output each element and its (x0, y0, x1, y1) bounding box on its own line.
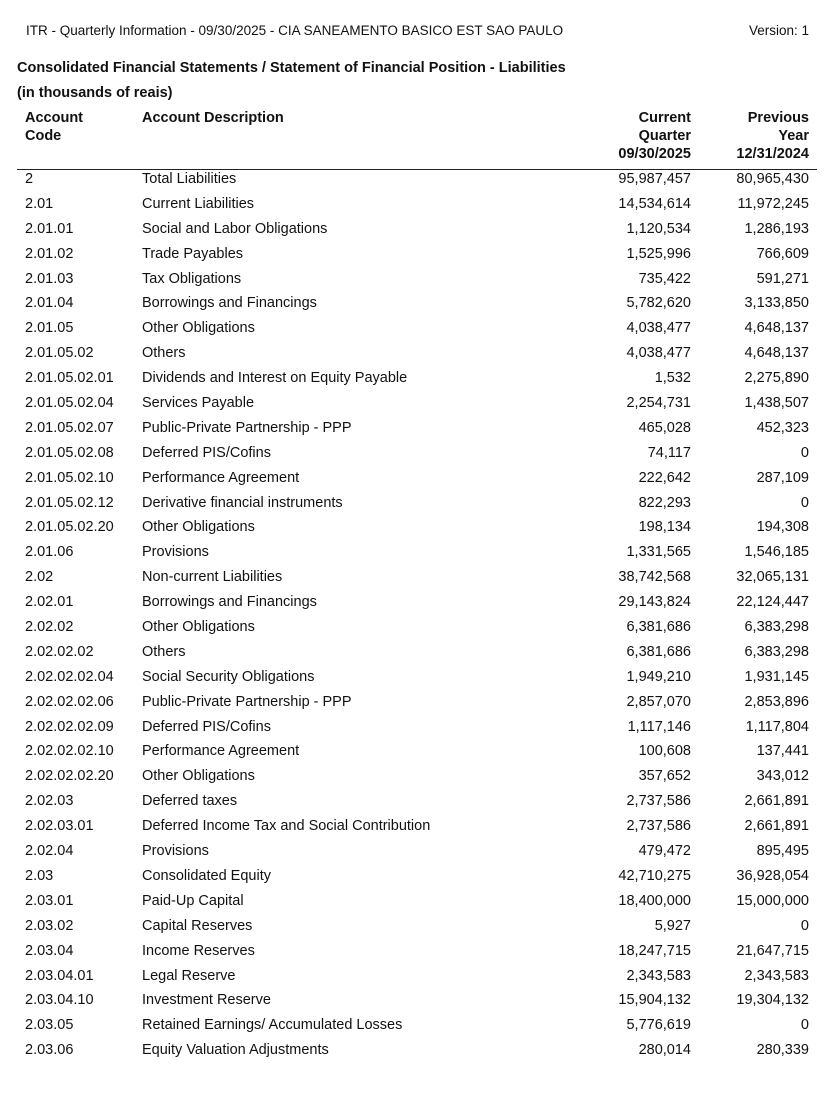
previous-year-value-cell: 4,648,137 (744, 345, 809, 362)
table-row (17, 245, 817, 270)
account-code-cell: 2.01.05.02.01 (25, 370, 114, 387)
account-code-cell: 2.03.01 (25, 892, 74, 909)
previous-year-value-cell: 0 (800, 917, 809, 934)
account-code-cell: 2.02 (25, 569, 54, 586)
currency-unit-note: (in thousands of reais) (17, 85, 173, 101)
current-quarter-value-cell: 15,904,132 (618, 992, 691, 1009)
account-description-cell: Consolidated Equity (142, 867, 271, 884)
account-description-cell: Tax Obligations (142, 270, 242, 287)
account-description-cell: Borrowings and Financings (142, 295, 317, 312)
previous-year-value-cell: 6,383,298 (744, 619, 809, 636)
account-code-cell: 2.01.05.02.08 (25, 444, 114, 461)
account-code-cell: 2.02.02.02.10 (25, 743, 114, 760)
account-description-cell: Deferred PIS/Cofins (142, 718, 271, 735)
account-description-cell: Dividends and Interest on Equity Payable (142, 370, 408, 387)
table-row (17, 967, 817, 992)
current-quarter-value-cell: 1,532 (654, 370, 691, 387)
account-code-cell: 2.02.01 (25, 594, 74, 611)
account-description-cell: Paid-Up Capital (142, 892, 244, 909)
current-quarter-value-cell: 822,293 (638, 494, 691, 511)
current-quarter-value-cell: 1,525,996 (626, 245, 691, 262)
account-code-cell: 2.02.02.02.06 (25, 693, 114, 710)
column-header-current-quarter: Current Quarter 09/30/2025 (618, 110, 691, 162)
account-description-cell: Performance Agreement (142, 743, 300, 760)
table-row (17, 369, 817, 394)
report-identifier: ITR - Quarterly Information - 09/30/2025 - CIA SANEAMENTO BASICO EST SAO PAULO (26, 23, 564, 38)
account-code-cell: 2.03.04.10 (25, 992, 94, 1009)
account-code-cell: 2.01 (25, 195, 54, 212)
previous-year-value-cell: 2,661,891 (744, 793, 809, 810)
account-code-cell: 2.01.06 (25, 544, 74, 561)
account-code-cell: 2.01.05 (25, 320, 74, 337)
account-description-cell: Public-Private Partnership - PPP (142, 419, 352, 436)
current-quarter-value-cell: 1,331,565 (626, 544, 691, 561)
current-quarter-value-cell: 5,776,619 (626, 1017, 691, 1034)
account-description-cell: Social Security Obligations (142, 668, 315, 685)
account-code-cell: 2.02.03.01 (25, 818, 94, 835)
account-code-cell: 2.02.02.02.20 (25, 768, 114, 785)
account-code-cell: 2.02.02.02.09 (25, 718, 114, 735)
account-code-cell: 2.02.02 (25, 619, 74, 636)
previous-year-value-cell: 287,109 (756, 469, 809, 486)
current-quarter-value-cell: 222,642 (638, 469, 691, 486)
account-description-cell: Investment Reserve (142, 992, 271, 1009)
account-code-cell: 2.01.05.02 (25, 345, 94, 362)
current-quarter-value-cell: 198,134 (638, 519, 691, 536)
table-row (17, 294, 817, 319)
account-code-cell: 2.01.05.02.10 (25, 469, 114, 486)
account-description-cell: Total Liabilities (142, 171, 237, 187)
previous-year-value-cell: 2,853,896 (744, 693, 809, 710)
previous-year-value-cell: 1,286,193 (744, 220, 809, 237)
account-code-cell: 2.01.04 (25, 295, 74, 312)
current-quarter-value-cell: 6,381,686 (626, 619, 691, 636)
table-row (17, 170, 817, 195)
account-code-cell: 2.03.06 (25, 1042, 74, 1059)
table-row (17, 494, 817, 519)
table-header (17, 109, 817, 170)
current-quarter-value-cell: 2,737,586 (626, 793, 691, 810)
previous-year-value-cell: 19,304,132 (736, 992, 809, 1009)
previous-year-value-cell: 0 (800, 1017, 809, 1034)
current-quarter-value-cell: 735,422 (638, 270, 691, 287)
previous-year-value-cell: 1,546,185 (744, 544, 809, 561)
account-description-cell: Other Obligations (142, 519, 255, 536)
current-quarter-value-cell: 74,117 (647, 444, 691, 461)
current-quarter-value-cell: 5,782,620 (626, 295, 691, 312)
previous-year-value-cell: 343,012 (756, 768, 809, 785)
table-row (17, 444, 817, 469)
previous-year-value-cell: 280,339 (756, 1042, 809, 1059)
table-row (17, 593, 817, 618)
current-quarter-value-cell: 2,737,586 (626, 818, 691, 835)
previous-year-value-cell: 0 (800, 494, 809, 511)
account-description-cell: Deferred taxes (142, 793, 238, 810)
table-row (17, 1016, 817, 1041)
table-row (17, 892, 817, 917)
account-description-cell: Other Obligations (142, 619, 255, 636)
previous-year-value-cell: 22,124,447 (736, 594, 809, 611)
previous-year-value-cell: 766,609 (756, 245, 809, 262)
previous-year-value-cell: 21,647,715 (736, 942, 809, 959)
previous-year-value-cell: 2,661,891 (744, 818, 809, 835)
table-row (17, 942, 817, 967)
table-row (17, 718, 817, 743)
table-row (17, 618, 817, 643)
column-header-account-code: Account Code (25, 110, 83, 144)
account-description-cell: Capital Reserves (142, 917, 253, 934)
column-header-account-description: Account Description (142, 110, 284, 126)
table-row (17, 543, 817, 568)
account-description-cell: Non-current Liabilities (142, 569, 283, 586)
account-description-cell: Borrowings and Financings (142, 594, 317, 611)
account-description-cell: Income Reserves (142, 942, 255, 959)
account-code-cell: 2.03.02 (25, 917, 74, 934)
table-row (17, 394, 817, 419)
table-row (17, 693, 817, 718)
account-description-cell: Provisions (142, 843, 209, 860)
table-row (17, 518, 817, 543)
table-row (17, 767, 817, 792)
previous-year-value-cell: 6,383,298 (744, 643, 809, 660)
current-quarter-value-cell: 100,608 (638, 743, 691, 760)
account-description-cell: Equity Valuation Adjustments (142, 1042, 329, 1059)
account-code-cell: 2.01.02 (25, 245, 74, 262)
previous-year-value-cell: 591,271 (756, 270, 809, 287)
current-quarter-value-cell: 38,742,568 (618, 569, 691, 586)
account-code-cell: 2.03.04 (25, 942, 74, 959)
previous-year-value-cell: 194,308 (756, 519, 809, 536)
current-quarter-value-cell: 357,652 (638, 768, 691, 785)
account-description-cell: Trade Payables (142, 245, 244, 262)
table-row (17, 344, 817, 369)
account-description-cell: Provisions (142, 544, 209, 561)
version-label: Version: 1 (748, 23, 809, 38)
table-row (17, 195, 817, 220)
current-quarter-value-cell: 1,117,146 (627, 718, 691, 735)
previous-year-value-cell: 4,648,137 (744, 320, 809, 337)
account-code-cell: 2.02.04 (25, 843, 74, 860)
page-header (26, 23, 809, 38)
table-row (17, 1041, 817, 1066)
statement-title: Consolidated Financial Statements / Statement of Financial Position - Liabilities (17, 60, 566, 76)
account-code-cell: 2.02.03 (25, 793, 74, 810)
account-code-cell: 2.02.02.02 (25, 643, 94, 660)
current-quarter-value-cell: 18,400,000 (618, 892, 691, 909)
account-description-cell: Others (142, 643, 186, 660)
table-row (17, 991, 817, 1016)
account-description-cell: Others (142, 345, 186, 362)
table-row (17, 842, 817, 867)
account-code-cell: 2.01.03 (25, 270, 74, 287)
account-description-cell: Retained Earnings/ Accumulated Losses (142, 1017, 403, 1034)
previous-year-value-cell: 2,343,583 (744, 967, 809, 984)
account-description-cell: Other Obligations (142, 320, 255, 337)
account-code-cell: 2.03.05 (25, 1017, 74, 1034)
current-quarter-value-cell: 1,949,210 (626, 668, 691, 685)
account-code-cell: 2.01.05.02.12 (25, 494, 114, 511)
table-row (17, 917, 817, 942)
account-description-cell: Deferred PIS/Cofins (142, 444, 271, 461)
account-code-cell: 2.03 (25, 867, 54, 884)
previous-year-value-cell: 1,438,507 (744, 395, 809, 412)
previous-year-value-cell: 3,133,850 (744, 295, 809, 312)
current-quarter-value-cell: 4,038,477 (626, 345, 691, 362)
previous-year-value-cell: 11,972,245 (737, 195, 809, 212)
current-quarter-value-cell: 29,143,824 (618, 594, 691, 611)
table-row (17, 817, 817, 842)
current-quarter-value-cell: 5,927 (654, 917, 691, 934)
table-row (17, 469, 817, 494)
table-row (17, 668, 817, 693)
liabilities-table-body (17, 170, 817, 1066)
previous-year-value-cell: 2,275,890 (744, 370, 809, 387)
current-quarter-value-cell: 280,014 (638, 1042, 691, 1059)
current-quarter-value-cell: 465,028 (638, 419, 691, 436)
previous-year-value-cell: 1,117,804 (745, 718, 809, 735)
account-code-cell: 2.02.02.02.04 (25, 668, 114, 685)
account-description-cell: Performance Agreement (142, 469, 300, 486)
previous-year-value-cell: 452,323 (756, 419, 809, 436)
previous-year-value-cell: 32,065,131 (736, 569, 809, 586)
previous-year-value-cell: 0 (800, 444, 809, 461)
table-row (17, 867, 817, 892)
account-code-cell: 2.01.05.02.20 (25, 519, 114, 536)
current-quarter-value-cell: 479,472 (638, 843, 691, 860)
account-code-cell: 2.01.01 (25, 220, 74, 237)
previous-year-value-cell: 895,495 (756, 843, 809, 860)
previous-year-value-cell: 80,965,430 (736, 171, 809, 187)
account-code-cell: 2 (25, 171, 34, 187)
account-code-cell: 2.03.04.01 (25, 967, 94, 984)
current-quarter-value-cell: 42,710,275 (618, 867, 691, 884)
account-description-cell: Other Obligations (142, 768, 255, 785)
table-row (17, 319, 817, 344)
account-description-cell: Services Payable (142, 395, 255, 412)
account-description-cell: Social and Labor Obligations (142, 220, 328, 237)
account-description-cell: Public-Private Partnership - PPP (142, 693, 352, 710)
current-quarter-value-cell: 18,247,715 (618, 942, 691, 959)
current-quarter-value-cell: 14,534,614 (618, 195, 691, 212)
account-description-cell: Deferred Income Tax and Social Contribution (142, 818, 431, 835)
table-row (17, 742, 817, 767)
current-quarter-value-cell: 95,987,457 (618, 171, 691, 187)
previous-year-value-cell: 36,928,054 (736, 867, 809, 884)
current-quarter-value-cell: 6,381,686 (626, 643, 691, 660)
current-quarter-value-cell: 2,343,583 (626, 967, 691, 984)
account-description-cell: Current Liabilities (142, 195, 255, 212)
table-row (17, 419, 817, 444)
previous-year-value-cell: 137,441 (756, 743, 809, 760)
account-description-cell: Legal Reserve (142, 967, 236, 984)
current-quarter-value-cell: 4,038,477 (626, 320, 691, 337)
column-header-previous-year: Previous Year 12/31/2024 (736, 110, 809, 162)
table-row (17, 568, 817, 593)
current-quarter-value-cell: 2,857,070 (626, 693, 691, 710)
table-row (17, 792, 817, 817)
table-row (17, 220, 817, 245)
previous-year-value-cell: 1,931,145 (744, 668, 809, 685)
current-quarter-value-cell: 2,254,731 (626, 395, 691, 412)
account-code-cell: 2.01.05.02.04 (25, 395, 114, 412)
current-quarter-value-cell: 1,120,534 (626, 220, 691, 237)
table-row (17, 643, 817, 668)
table-row (17, 270, 817, 295)
account-code-cell: 2.01.05.02.07 (25, 419, 114, 436)
previous-year-value-cell: 15,000,000 (736, 892, 809, 909)
account-description-cell: Derivative financial instruments (142, 494, 343, 511)
